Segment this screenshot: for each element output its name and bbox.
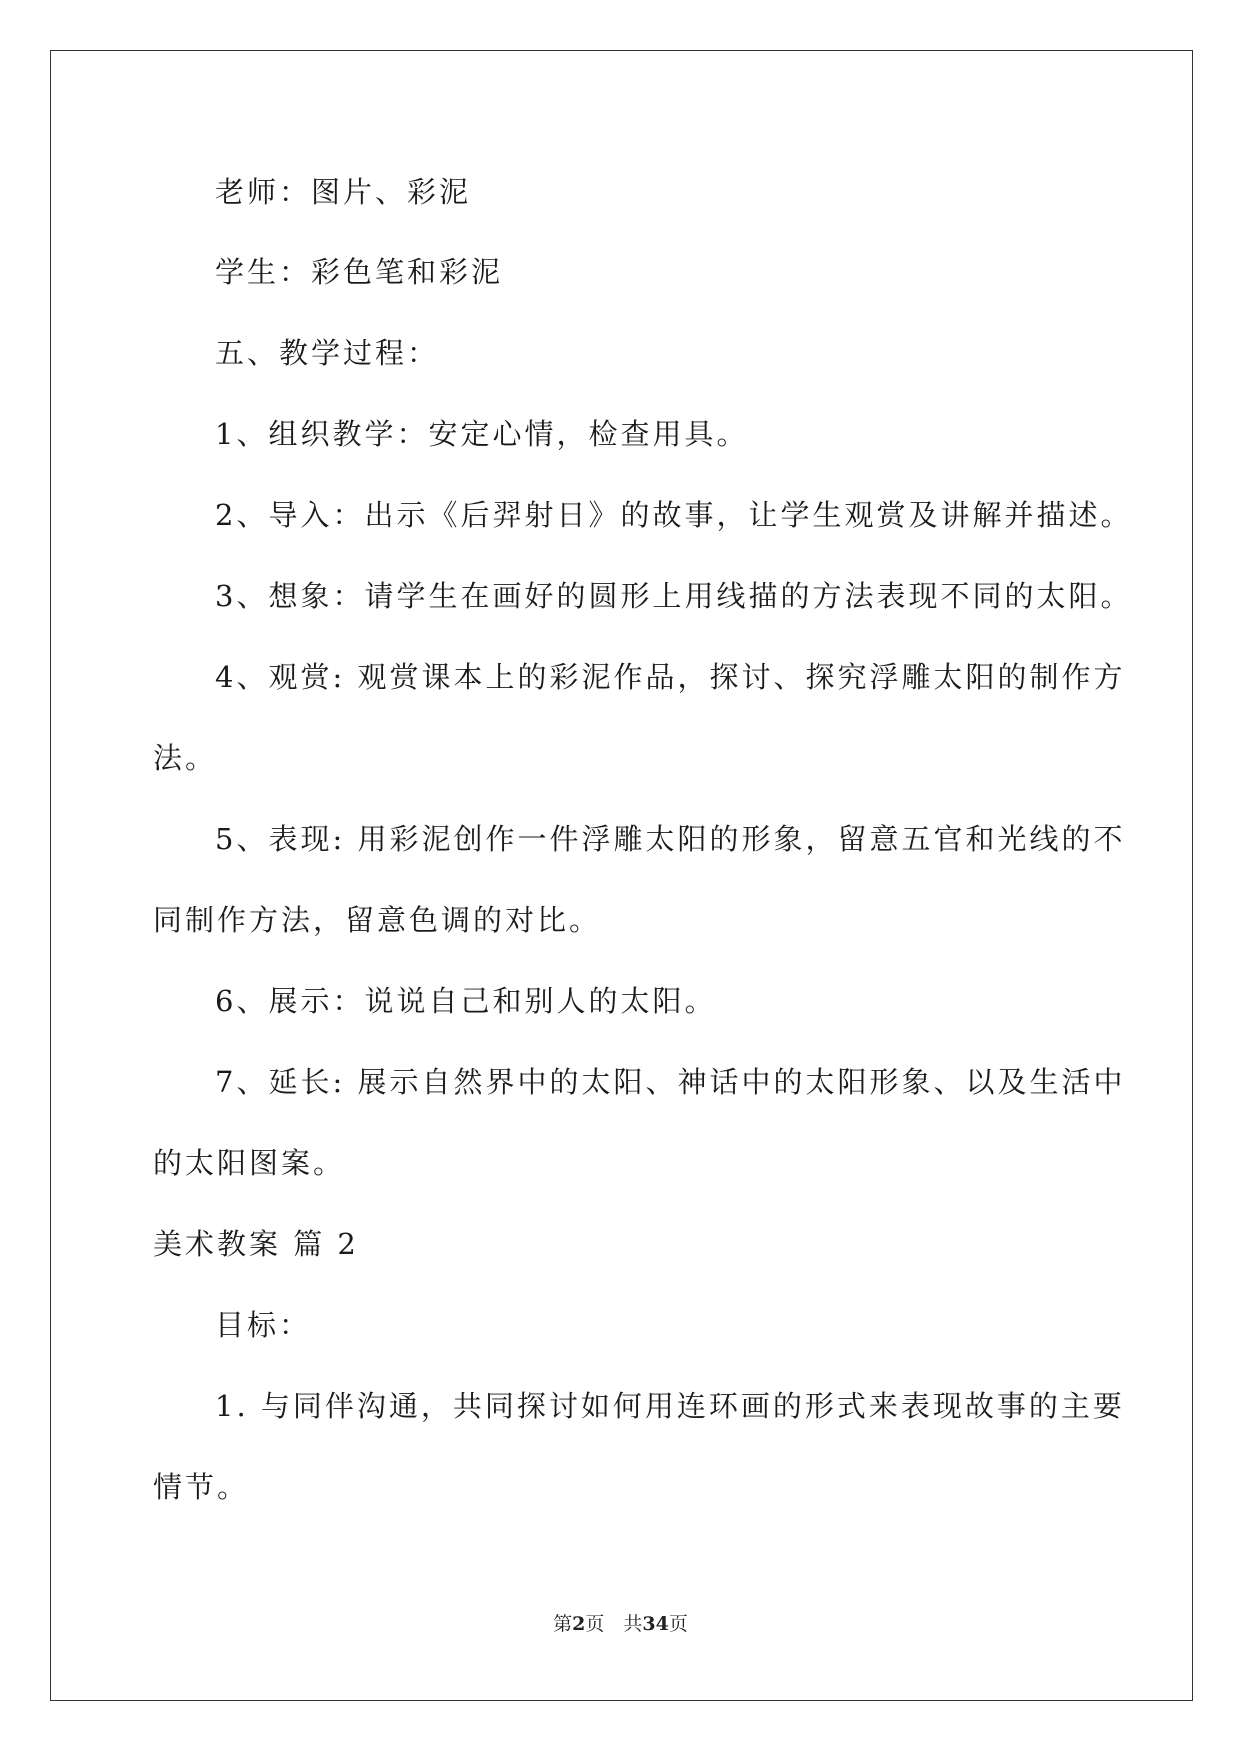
footer-prefix: 第	[553, 1613, 573, 1635]
text-line: 6、展示：说说自己和别人的太阳。	[215, 984, 717, 1018]
text-line: 7、延长: 展示自然界中的太阳、神话中的太阳形象、以及生活中	[215, 1065, 1126, 1099]
page-footer	[0, 1612, 1241, 1636]
text-line: 1. 与同伴沟通，共同探讨如何用连环画的形式来表现故事的主要	[215, 1389, 1125, 1423]
text-line: 法。	[153, 741, 218, 775]
text-line: 同制作方法，留意色调的对比。	[153, 903, 602, 937]
text-line: 目标：	[215, 1308, 312, 1342]
text-line: 5、表现: 用彩泥创作一件浮雕太阳的形象，留意五官和光线的不	[215, 822, 1126, 856]
section-heading: 美术教案 篇 2	[153, 1227, 359, 1261]
text-line: 2、导入：出示《后羿射日》的故事，让学生观赏及讲解并描述。	[215, 498, 1133, 532]
text-line: 学生：彩色笔和彩泥	[215, 255, 504, 289]
text-line: 五、教学过程：	[215, 336, 440, 370]
current-page-number: 2	[572, 1613, 586, 1635]
text-line: 的太阳图案。	[153, 1146, 346, 1180]
footer-mid: 页 共	[585, 1613, 643, 1635]
text-line: 老师：图片、彩泥	[215, 175, 472, 209]
text-line: 情节。	[153, 1470, 250, 1504]
text-line: 1、组织教学：安定心情，检查用具。	[215, 417, 749, 451]
footer-suffix: 页	[668, 1613, 688, 1635]
page-border	[50, 50, 1193, 1701]
text-line: 4、观赏: 观赏课本上的彩泥作品，探讨、探究浮雕太阳的制作方	[215, 660, 1126, 694]
total-page-number: 34	[642, 1613, 669, 1635]
text-line: 3、想象：请学生在画好的圆形上用线描的方法表现不同的太阳。	[215, 579, 1133, 613]
